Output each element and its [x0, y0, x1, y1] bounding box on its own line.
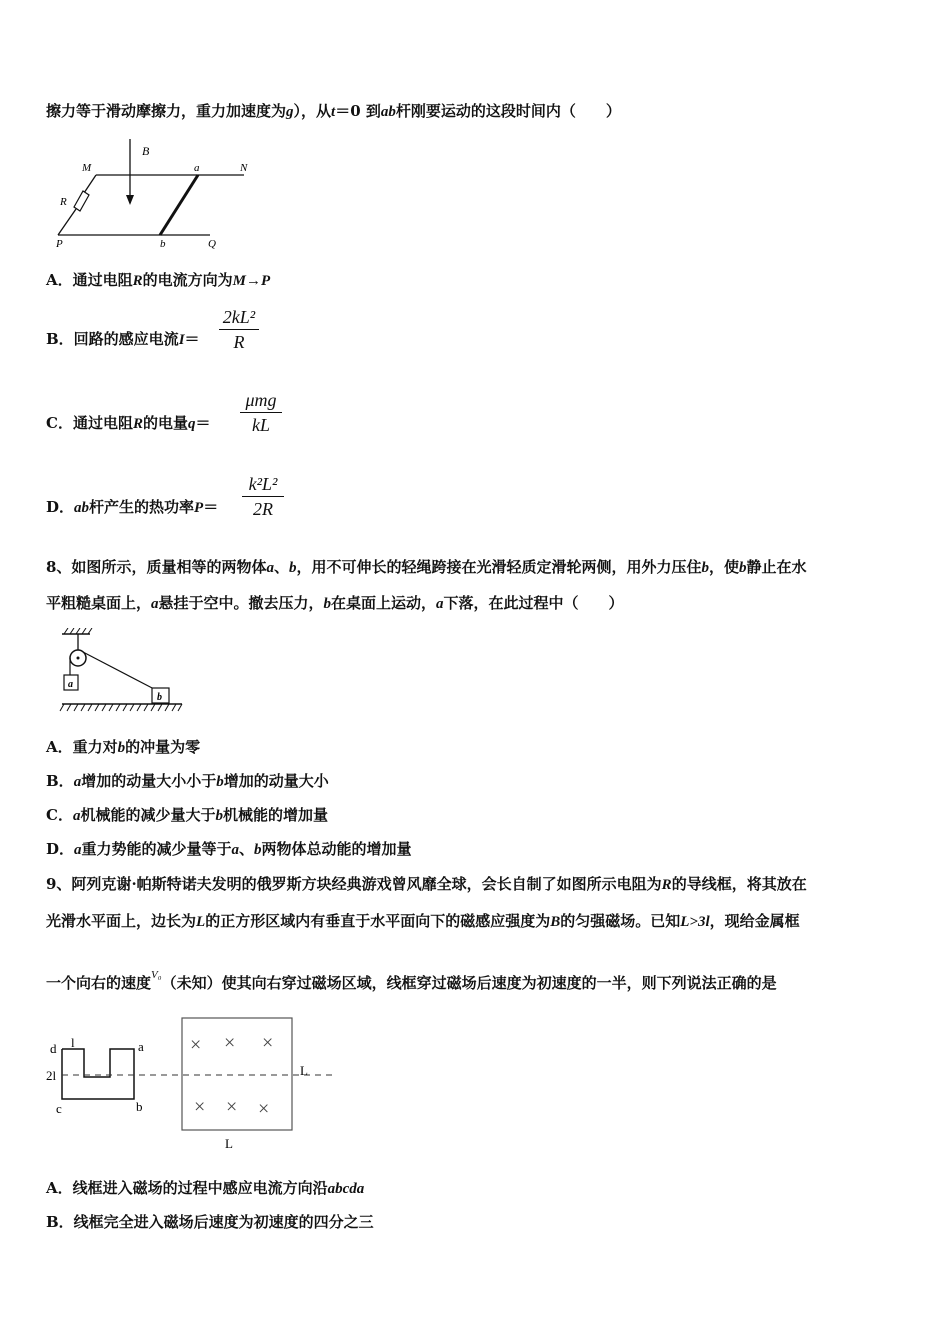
stem-text: 8、如图所示，质量相等的两物体: [46, 558, 267, 576]
q7-rail-figure: [50, 135, 260, 255]
fraction-numerator: k²L²: [248, 474, 278, 494]
resistor-R: [74, 191, 89, 211]
var-a: a: [151, 596, 159, 612]
label-N: N: [240, 162, 248, 174]
fraction-numerator: μmg: [245, 390, 277, 410]
var-a: a: [74, 842, 82, 858]
option-text: 机械能的减少量大于: [80, 806, 216, 824]
var-b: b: [215, 808, 223, 824]
var-v0: V₀: [151, 969, 162, 981]
option-text: A．线框进入磁场的过程中感应电流方向沿: [46, 1179, 328, 1197]
var-a: a: [73, 774, 82, 790]
q8-option-b: [46, 771, 329, 792]
q7-intro-text: ＝0 到: [335, 102, 381, 120]
label-P: P: [56, 238, 63, 250]
pulley-axle: [77, 657, 80, 660]
fraction-denominator: R: [233, 332, 245, 352]
var-b: b: [254, 842, 262, 858]
option-text: B．回路的感应电流: [46, 330, 179, 348]
stem-text: 的导线框，将其放在: [671, 875, 807, 893]
direction-M-P: M→P: [232, 273, 271, 289]
stem-text: （未知）使其向右穿过磁场区域，线框穿过磁场后速度为初速度的一半，则下列说法正确的是: [161, 974, 777, 992]
cross-mark: ×: [262, 1032, 274, 1054]
q9-stem-line3: [46, 969, 777, 995]
label-R: R: [60, 196, 67, 208]
q8-option-d: [46, 839, 412, 860]
label-L-side: L: [300, 1063, 308, 1078]
rod-ab: [160, 175, 198, 235]
option-text: A．通过电阻: [46, 271, 133, 289]
label-Q: Q: [208, 238, 216, 250]
stem-text: 的正方形区域内有垂直于水平面向下的磁感应强度为: [205, 912, 551, 930]
q7-intro-text: 杆刚要运动的这段时间内（ ）: [395, 102, 621, 120]
wire-frame: [62, 1049, 134, 1099]
option-text: B．: [46, 772, 74, 790]
path-abcda: abcda: [327, 1181, 365, 1197]
option-text: 机械能的增加量: [222, 806, 328, 824]
q8-pulley-figure: [56, 628, 188, 716]
var-P: P: [194, 500, 204, 516]
option-text: 增加的动量大小: [223, 772, 329, 790]
q7-c-fraction: [240, 389, 282, 436]
var-R: R: [132, 273, 143, 289]
var-I: I: [178, 332, 185, 348]
fraction-denominator: kL: [252, 415, 270, 435]
option-text: 的电量: [142, 414, 188, 432]
option-text: 重力势能的减少量等于: [81, 840, 232, 858]
cross-mark: ×: [190, 1034, 202, 1056]
q7-intro-text: ），从: [293, 102, 332, 120]
label-b: b: [160, 238, 166, 250]
var-R: R: [132, 416, 143, 432]
var-q: q: [187, 416, 196, 432]
q8-option-a: [46, 737, 200, 758]
label-d: d: [50, 1041, 57, 1056]
q8-option-c: [46, 805, 328, 826]
option-text: A．重力对: [46, 738, 118, 756]
option-text: C．通过电阻: [46, 414, 133, 432]
q7-b-fraction: [219, 306, 259, 353]
stem-text: 静止在水: [746, 558, 807, 576]
var-a: a: [436, 596, 444, 612]
condition-L-gt-3l: L>3l: [680, 914, 710, 930]
wire: [84, 175, 96, 193]
option-text: B．线框完全进入磁场后速度为初速度的四分之三: [46, 1213, 374, 1231]
label-a: a: [68, 679, 73, 690]
table-hatch: [60, 704, 182, 711]
stem-text: ，用不可伸长的轻绳跨接在光滑轻质定滑轮两侧，用外力压住: [296, 558, 702, 576]
fraction-bar: [219, 329, 259, 330]
var-b: b: [216, 774, 224, 790]
label-a: a: [194, 162, 200, 174]
var-a: a: [266, 560, 274, 576]
fraction-bar: [242, 496, 284, 497]
label-M: M: [82, 162, 92, 174]
var-b: b: [739, 560, 747, 576]
cross-mark: ×: [224, 1032, 236, 1054]
option-text: 、: [239, 840, 255, 858]
option-text: D．: [46, 498, 75, 516]
q8-stem-line1: [46, 557, 807, 578]
stem-text: 9、阿列克谢·帕斯特诺夫发明的俄罗斯方块经典游戏曾风靡全球，会长自制了如图所示电阻为: [46, 875, 662, 893]
q7-option-d: [46, 497, 218, 518]
stem-text: 平粗糙桌面上，: [46, 594, 152, 612]
label-B: B: [142, 144, 150, 158]
label-a: a: [138, 1039, 144, 1054]
stem-text: ，使: [708, 558, 739, 576]
stem-text: 光滑水平面上，边长为: [46, 912, 197, 930]
var-ab: ab: [380, 104, 396, 120]
label-L-bottom: L: [225, 1136, 233, 1151]
stem-text: 一个向右的速度: [46, 974, 152, 992]
q7-intro-line: [46, 101, 621, 122]
var-R: R: [661, 877, 672, 893]
var-a: a: [72, 808, 81, 824]
cross-mark: ×: [258, 1098, 270, 1120]
option-text: 两物体总动能的增加量: [261, 840, 412, 858]
var-b: b: [701, 560, 709, 576]
ceiling-hatch: [64, 628, 92, 634]
var-L: L: [196, 914, 206, 930]
var-g: g: [286, 104, 294, 120]
var-ab: ab: [74, 500, 90, 516]
option-text: 的冲量为零: [125, 738, 201, 756]
option-text: C．: [46, 806, 73, 824]
label-b: b: [157, 692, 162, 703]
q7-option-c: [46, 413, 211, 434]
q9-option-a: [46, 1178, 364, 1199]
q9-option-b: [46, 1212, 374, 1232]
var-t: t: [331, 104, 336, 120]
q7-intro-text: 擦力等于滑动摩擦力，重力加速度为: [46, 102, 287, 120]
field-crosses: [190, 1032, 273, 1120]
stem-text: 悬挂于空中。撤去压力，: [158, 594, 324, 612]
var-b: b: [117, 740, 126, 756]
option-text: 杆产生的热功率: [89, 498, 195, 516]
rope-b: [83, 652, 156, 690]
equals-sign: ＝: [195, 414, 211, 432]
field-arrowhead: [126, 195, 134, 205]
fraction-numerator: 2kL²: [222, 307, 256, 327]
q9-stem-line1: [46, 874, 807, 895]
wire: [58, 209, 76, 235]
q7-option-b: [46, 329, 200, 350]
option-text: 的电流方向为: [142, 271, 233, 289]
q7-d-fraction: [242, 473, 284, 520]
stem-text: 、: [273, 558, 289, 576]
label-l: l: [71, 1035, 75, 1050]
label-c: c: [56, 1101, 62, 1116]
var-b: b: [323, 596, 332, 612]
fraction-bar: [240, 412, 282, 413]
equals-sign: ＝: [184, 330, 200, 348]
stem-text: 的匀强磁场。已知: [560, 912, 681, 930]
cross-mark: ×: [226, 1096, 238, 1118]
label-2l: 2l: [46, 1068, 57, 1083]
option-text: 增加的动量大小小于: [81, 772, 217, 790]
option-text: D．: [46, 840, 75, 858]
q8-stem-line2: [46, 593, 624, 614]
equals-sign: ＝: [203, 498, 219, 516]
var-B: B: [550, 914, 561, 930]
q9-frame-figure: [44, 1013, 344, 1153]
var-b: b: [288, 560, 297, 576]
var-a: a: [231, 842, 240, 858]
q9-stem-line2: [46, 911, 800, 932]
q7-option-a: [46, 270, 270, 291]
stem-text: 下落，在此过程中（ ）: [443, 594, 624, 612]
label-b: b: [136, 1099, 143, 1114]
fraction-denominator: 2R: [253, 499, 273, 519]
stem-text: 在桌面上运动，: [331, 594, 437, 612]
cross-mark: ×: [194, 1096, 206, 1118]
stem-text: ，现给金属框: [709, 912, 800, 930]
